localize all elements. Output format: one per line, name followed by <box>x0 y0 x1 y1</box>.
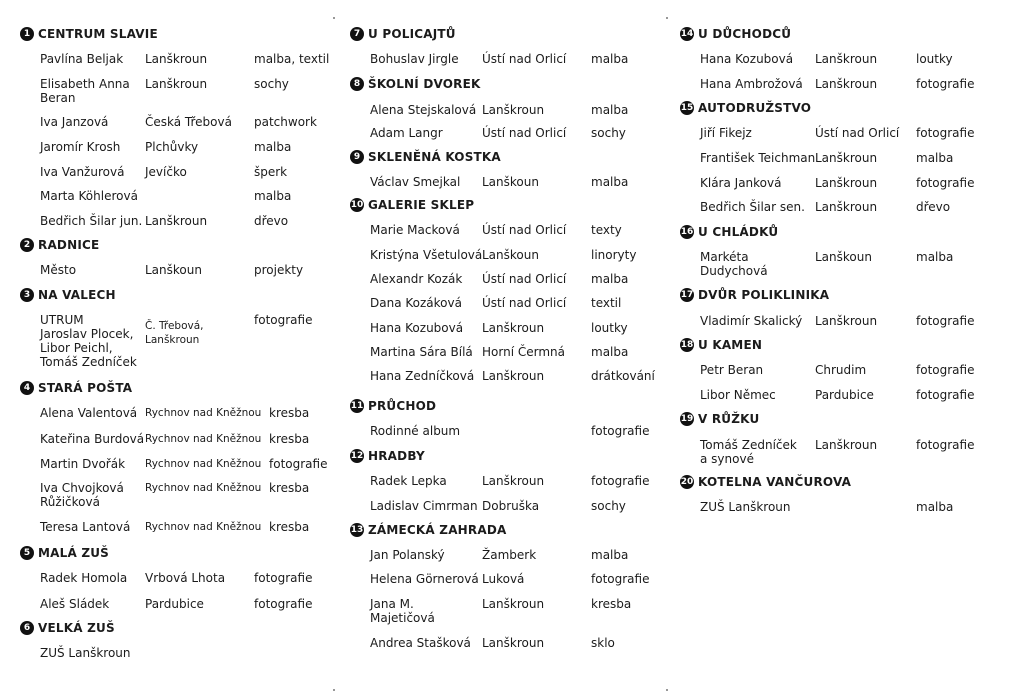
artwork-type: fotografie <box>916 77 975 91</box>
artist-place: Lanškroun <box>482 474 545 488</box>
artwork-type: texty <box>591 223 622 237</box>
artwork-type: kresba <box>269 520 310 534</box>
artist-name: Jana M. Majetičová <box>370 597 435 625</box>
venue-title: VELKÁ ZUŠ <box>38 621 115 635</box>
artist-name: Hana Kozubová <box>700 52 794 66</box>
artist-name: Pavlína Beljak <box>40 52 124 66</box>
venue-heading <box>20 381 132 395</box>
artist-place: Ústí nad Orlicí <box>815 126 900 140</box>
venue-title: SKLENĚNÁ KOSTKA <box>368 150 501 164</box>
venue-title: PRŮCHOD <box>368 399 437 413</box>
artist-place: Rychnov nad Kněžnou <box>145 521 262 533</box>
artist-place: Rychnov nad Kněžnou <box>145 433 262 445</box>
venue-title: ZÁMECKÁ ZAHRADA <box>368 523 507 537</box>
artist-name: Bedřich Šilar sen. <box>700 200 805 214</box>
venue-title: ŠKOLNÍ DVOREK <box>368 77 481 91</box>
artwork-type: fotografie <box>916 438 975 452</box>
venue-heading <box>20 27 158 41</box>
artist-place: Ústí nad Orlicí <box>482 52 567 66</box>
venue-heading <box>350 523 507 537</box>
artist-place: Rychnov nad Kněžnou <box>145 407 262 419</box>
venue-title: NA VALECH <box>38 288 116 302</box>
venue-heading <box>350 399 436 413</box>
venue-number-badge: 10 <box>350 200 364 210</box>
artwork-type: malba <box>591 103 629 117</box>
artist-name: Andrea Stašková <box>370 636 471 650</box>
artist-name: Iva Vanžurová <box>40 165 125 179</box>
venue-number-badge: 20 <box>680 477 694 487</box>
artist-place: Pardubice <box>145 597 204 611</box>
artwork-type: fotografie <box>269 457 328 471</box>
artwork-type: kresba <box>269 406 310 420</box>
artwork-type: fotografie <box>591 572 650 586</box>
artist-name: Ladislav Cimrman <box>370 499 478 513</box>
artist-name: František Teichman <box>700 151 816 165</box>
artwork-type: malba <box>591 548 629 562</box>
artwork-type: loutky <box>916 52 953 66</box>
artist-name: Hana Ambrožová <box>700 77 803 91</box>
artist-place: Ústí nad Orlicí <box>482 223 567 237</box>
venue-title: U DŮCHODCŮ <box>698 27 792 41</box>
artist-name: Adam Langr <box>370 126 443 140</box>
venue-number-badge: 17 <box>680 290 694 300</box>
artist-place: Lanškroun <box>482 369 545 383</box>
artwork-type: fotografie <box>916 363 975 377</box>
venue-number-badge: 18 <box>680 340 694 350</box>
artist-place: Chrudim <box>815 363 867 377</box>
venue-title: AUTODRUŽSTVO <box>698 101 812 115</box>
artwork-type: textil <box>591 296 622 310</box>
fold-mark <box>333 689 335 691</box>
artwork-type: sochy <box>591 126 626 140</box>
venue-number-badge: 16 <box>680 227 694 237</box>
artist-name: Alena Valentová <box>40 406 138 420</box>
artist-name: UTRUM Jaroslav Plocek, Libor Peichl, Tomáš Zedníček <box>40 313 137 369</box>
artist-name: Jaromír Krosh <box>40 140 121 154</box>
venue-title: U KAMEN <box>698 338 763 352</box>
venue-heading <box>20 288 116 302</box>
artist-place: Lanškoun <box>145 263 202 277</box>
venue-heading <box>350 27 456 41</box>
artist-place: Č. Třebová, Lanškroun <box>145 320 204 346</box>
venue-number-badge: 19 <box>680 414 694 424</box>
venue-number-badge: 11 <box>350 401 364 411</box>
artwork-type: kresba <box>591 597 632 611</box>
venue-number-badge: 9 <box>350 150 364 164</box>
venue-title: MALÁ ZUŠ <box>38 546 110 560</box>
artist-place: Rychnov nad Kněžnou <box>145 458 262 470</box>
venue-title: U POLICAJTŮ <box>368 27 456 41</box>
artist-name: ZUŠ Lanškroun <box>700 500 791 514</box>
venue-number-badge: 12 <box>350 451 364 461</box>
artist-place: Lanškroun <box>482 636 545 650</box>
artist-name: Markéta Dudychová <box>700 250 768 278</box>
artwork-type: fotografie <box>591 424 650 438</box>
venue-heading <box>680 338 762 352</box>
venue-number-badge: 14 <box>680 29 694 39</box>
venue-title: U CHLÁDKŮ <box>698 225 779 239</box>
artist-place: Lanškroun <box>145 214 208 228</box>
artist-name: Alexandr Kozák <box>370 272 463 286</box>
artist-name: Radek Lepka <box>370 474 447 488</box>
artwork-type: fotografie <box>254 597 313 611</box>
artist-name: Václav Smejkal <box>370 175 461 189</box>
artist-name: Helena Görnerová <box>370 572 479 586</box>
venue-title: GALERIE SKLEP <box>368 198 475 212</box>
venue-heading <box>680 27 791 41</box>
venue-heading <box>680 225 778 239</box>
artist-place: Jevíčko <box>145 165 187 179</box>
artwork-type: malba, textil <box>254 52 330 66</box>
artwork-type: fotografie <box>254 313 313 327</box>
artist-name: Vladimír Skalický <box>700 314 803 328</box>
venue-heading <box>350 198 474 212</box>
artwork-type: patchwork <box>254 115 317 129</box>
artist-place: Lanškroun <box>482 103 545 117</box>
artwork-type: sklo <box>591 636 615 650</box>
artwork-type: malba <box>591 52 629 66</box>
artwork-type: malba <box>916 151 954 165</box>
artist-name: Bohuslav Jirgle <box>370 52 459 66</box>
artwork-type: linoryty <box>591 248 637 262</box>
artist-place: Lanškroun <box>145 52 208 66</box>
artist-name: Jan Polanský <box>370 548 445 562</box>
artwork-type: malba <box>916 500 954 514</box>
venue-heading <box>680 288 829 302</box>
artist-name: Kristýna Všetulová <box>370 248 483 262</box>
artist-place: Lanškoun <box>815 250 872 264</box>
artwork-type: malba <box>591 345 629 359</box>
fold-mark <box>333 17 335 19</box>
venue-title: KOTELNA VANČUROVA <box>698 475 852 489</box>
artist-name: Martina Sára Bílá <box>370 345 473 359</box>
venue-number-badge: 5 <box>20 546 34 560</box>
artist-place: Lanškroun <box>145 77 208 91</box>
artist-place: Dobruška <box>482 499 540 513</box>
artwork-type: fotografie <box>916 314 975 328</box>
venue-number-badge: 3 <box>20 288 34 302</box>
artist-place: Horní Čermná <box>482 345 565 359</box>
venue-title: DVŮR POLIKLINIKA <box>698 288 830 302</box>
artist-name: ZUŠ Lanškroun <box>40 646 131 660</box>
venue-heading <box>20 621 115 635</box>
venue-heading <box>680 412 759 426</box>
artwork-type: fotografie <box>916 126 975 140</box>
artist-name: Iva Chvojková Růžičková <box>40 481 124 509</box>
artist-place: Lanškroun <box>815 176 878 190</box>
artist-name: Kateřina Burdová <box>40 432 145 446</box>
artist-name: Iva Janzová <box>40 115 109 129</box>
artist-name: Marta Köhlerová <box>40 189 138 203</box>
venue-title: RADNICE <box>38 238 100 252</box>
venue-heading <box>350 77 481 91</box>
artwork-type: drátkování <box>591 369 655 383</box>
artwork-type: fotografie <box>916 388 975 402</box>
artist-name: Dana Kozáková <box>370 296 462 310</box>
venue-heading <box>680 101 811 115</box>
artwork-type: kresba <box>269 481 310 495</box>
venue-number-badge: 7 <box>350 27 364 41</box>
artwork-type: fotografie <box>916 176 975 190</box>
artwork-type: dřevo <box>254 214 289 228</box>
venue-number-badge: 8 <box>350 77 364 91</box>
artist-name: Jiří Fikejz <box>700 126 752 140</box>
artist-place: Lanškroun <box>815 200 878 214</box>
artwork-type: sochy <box>591 499 626 513</box>
artist-name: Alena Stejskalová <box>370 103 477 117</box>
venue-number-badge: 6 <box>20 621 34 635</box>
venue-number-badge: 4 <box>20 381 34 395</box>
artist-name: Hana Zedníčková <box>370 369 475 383</box>
venue-title: V RŮŽKU <box>698 412 760 426</box>
artist-place: Lanškroun <box>482 597 545 611</box>
artist-name: Hana Kozubová <box>370 321 464 335</box>
artwork-type: sochy <box>254 77 289 91</box>
artist-place: Lanškoun <box>482 248 539 262</box>
artwork-type: projekty <box>254 263 304 277</box>
artist-place: Ústí nad Orlicí <box>482 272 567 286</box>
fold-mark <box>666 17 668 19</box>
artist-name: Aleš Sládek <box>40 597 110 611</box>
artist-place: Luková <box>482 572 525 586</box>
artist-place: Plchůvky <box>145 140 199 154</box>
artwork-type: malba <box>254 189 292 203</box>
artwork-type: kresba <box>269 432 310 446</box>
artwork-type: fotografie <box>591 474 650 488</box>
artist-place: Lanškroun <box>815 314 878 328</box>
artist-place: Česká Třebová <box>145 115 232 129</box>
artist-place: Lanškroun <box>482 321 545 335</box>
artwork-type: šperk <box>254 165 288 179</box>
artist-place: Ústí nad Orlicí <box>482 126 567 140</box>
venue-number-badge: 15 <box>680 103 694 113</box>
artwork-type: dřevo <box>916 200 951 214</box>
artist-name: Martin Dvořák <box>40 457 126 471</box>
artist-place: Pardubice <box>815 388 874 402</box>
artist-name: Město <box>40 263 77 277</box>
artist-name: Radek Homola <box>40 571 128 585</box>
venue-heading <box>350 150 501 164</box>
venue-heading <box>350 449 425 463</box>
artist-place: Vrbová Lhota <box>145 571 226 585</box>
fold-mark <box>666 689 668 691</box>
artist-place: Ústí nad Orlicí <box>482 296 567 310</box>
artwork-type: malba <box>254 140 292 154</box>
artist-name: Rodinné album <box>370 424 461 438</box>
venue-number-badge: 2 <box>20 238 34 252</box>
venue-heading <box>20 238 99 252</box>
venue-heading <box>20 546 109 560</box>
artwork-type: malba <box>591 272 629 286</box>
artist-place: Lanškroun <box>815 77 878 91</box>
artist-name: Klára Janková <box>700 176 782 190</box>
artist-place: Lanškroun <box>815 52 878 66</box>
artist-place: Žamberk <box>482 548 537 562</box>
artwork-type: fotografie <box>254 571 313 585</box>
artist-name: Petr Beran <box>700 363 764 377</box>
venue-title: STARÁ POŠTA <box>38 381 133 395</box>
venue-title: HRADBY <box>368 449 425 463</box>
artwork-type: malba <box>916 250 954 264</box>
venue-heading <box>680 475 851 489</box>
venue-number-badge: 1 <box>20 27 34 41</box>
artwork-type: loutky <box>591 321 628 335</box>
artist-place: Lanškroun <box>815 438 878 452</box>
artist-place: Rychnov nad Kněžnou <box>145 482 262 494</box>
artist-name: Libor Němec <box>700 388 776 402</box>
artist-place: Lanškroun <box>815 151 878 165</box>
artist-name: Elisabeth Anna Beran <box>40 77 130 105</box>
artist-name: Bedřich Šilar jun. <box>40 214 143 228</box>
artist-name: Marie Macková <box>370 223 460 237</box>
artist-name: Tomáš Zedníček a synové <box>700 438 797 466</box>
artwork-type: malba <box>591 175 629 189</box>
artist-place: Lanškoun <box>482 175 539 189</box>
venue-title: CENTRUM SLAVIE <box>38 27 158 41</box>
venue-number-badge: 13 <box>350 525 364 535</box>
artist-name: Teresa Lantová <box>40 520 131 534</box>
